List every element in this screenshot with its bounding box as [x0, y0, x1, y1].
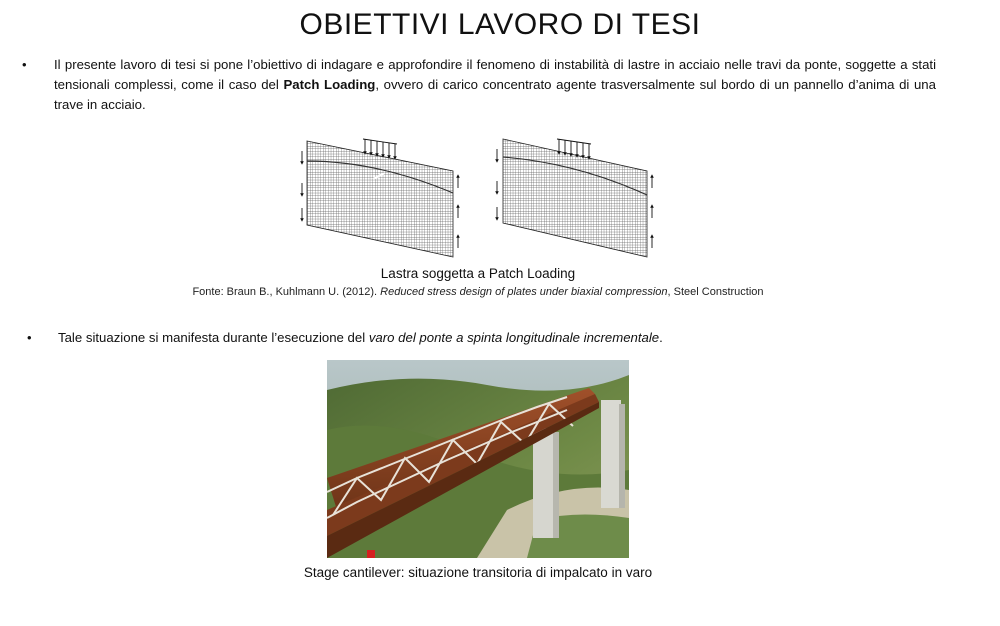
bridge-launching-photo	[327, 360, 629, 558]
patch-loading-term: Patch Loading	[283, 77, 376, 92]
plate-model-right	[497, 139, 652, 257]
source-text-a: Fonte: Braun B., Kuhlmann U. (2012).	[192, 286, 381, 298]
bullet-marker: •	[27, 330, 32, 345]
patch-loading-diagram	[297, 133, 663, 263]
bullet-launching-text-b: .	[659, 330, 663, 345]
bullet-launching-text-a: Tale situazione si manifesta durante l’esecuzione del	[58, 330, 369, 345]
source-text-b: , Steel Construction	[667, 286, 764, 298]
bullet-marker: •	[22, 57, 27, 72]
launch-method-term: varo del ponte a spinta longitudinale incrementale	[368, 330, 660, 345]
bullet-objective-text	[54, 55, 936, 115]
slide-title: OBIETTIVI LAVORO DI TESI	[299, 8, 701, 41]
plate-model-left	[302, 139, 458, 257]
source-paper-title: Reduced stress design of plates under biaxial compression	[380, 286, 668, 298]
figure1-source	[0, 286, 956, 298]
bullet-objective-text-a: Il presente lavoro di tesi si pone l’obiettivo di indagare e approfondire il fenomeno di instabilità di lastre in acciaio nelle travi da ponte, soggette a stati tensionali complessi, come il caso del	[54, 57, 936, 92]
bullet-launching-text	[58, 328, 663, 348]
bullet-objective-text-b: , ovvero di carico concentrato agente trasversalmente sul bordo di un pannello d’anima di una trave in acciaio.	[54, 77, 936, 112]
figure2-caption: Stage cantilever: situazione transitoria di impalcato in varo	[303, 565, 653, 580]
figure1-caption: Lastra soggetta a Patch Loading	[380, 266, 576, 281]
